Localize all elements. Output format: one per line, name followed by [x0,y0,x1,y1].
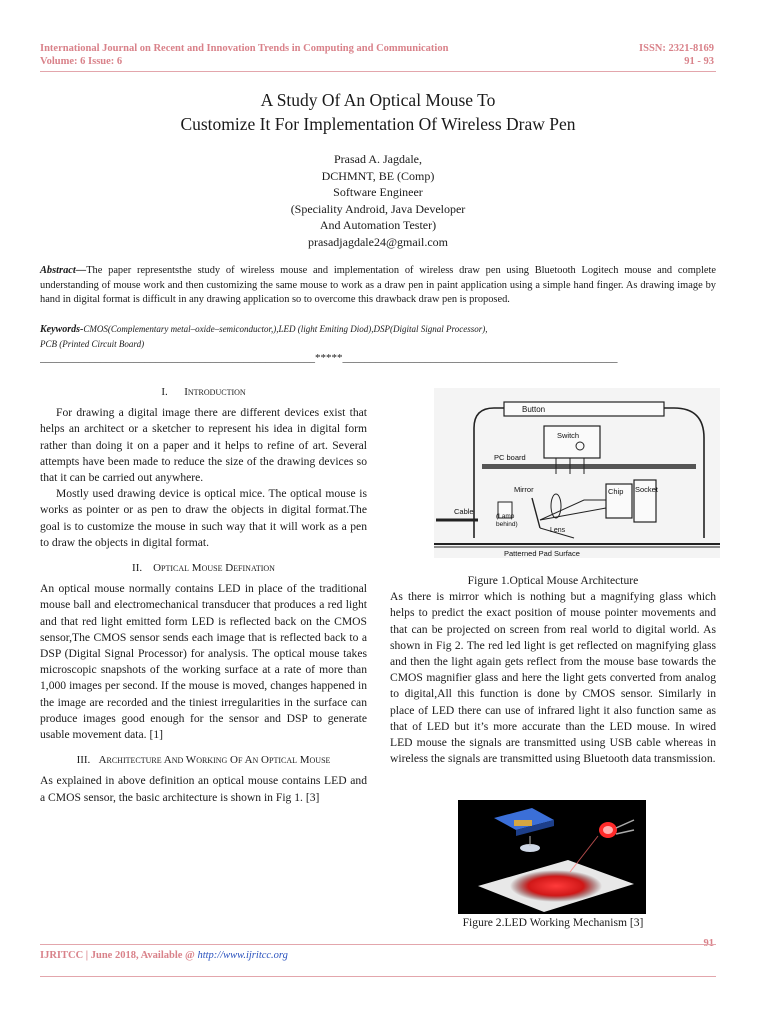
page-range: 91 - 93 [684,56,714,67]
right-column [390,573,716,767]
label-lamp-behind: behind) [496,521,518,528]
intro-paragraph-1: For drawing a digital image there are different devices exist that helps an architect or a sketcher to represent his idea in digital form rather than doing it on a paper and it helps to refine of art. Several attempts have been made to reduce the size of the drawing devices so that it can be carried out anywhere. [40,406,367,485]
label-socket: Socket [635,485,658,494]
figure-2-caption: Figure 2.LED Working Mechanism [3] [462,916,644,929]
footer-link[interactable]: http://www.ijritcc.org [197,950,288,961]
author-degree: DCHMNT, BE (Comp) [321,168,435,183]
abstract-text: The paper representsthe study of wireless mouse and implementation of wireless draw pen using Bluetooth Logitech mouse and complete understanding of mouse work and then customizing the same mouse to work as a draw pen in paint application using a simple hand finger. As drawing image by hand in digital format is difficult in any drawing application so to overcome this drawback draw pen is proposed. [40,265,716,305]
title-line-1: A Study Of An Optical Mouse To [260,90,496,110]
keywords-label: Keywords- [40,324,84,335]
keywords-line-1: CMOS(Complementary metal–oxide–semiconductor,),LED (light Emiting Diod),DSP(Digital Signal Processor), [83,324,488,334]
figure-1-caption: Figure 1.Optical Mouse Architecture [467,574,639,587]
definition-paragraph: An optical mouse normally contains LED in place of the traditional mouse ball and electromechanical transducer that produces a red light and that red light emitted form LED is reflected back on the CMOS sensor,The CMOS sensor sends each image that is reflected back to a DSP (Digital Signal Processor) for analysis. The optical mouse takes microscopic snapshots of the working surface at a rate of more than 1,000 images per second. If the mouse is moved, changes happened in the image are recorded and the tiniest irregularities in the surface can produce images good enough for the sensor and DSP to generate usable movement data. [1] [40,582,367,742]
label-mirror: Mirror [514,485,534,494]
right-paragraph: As there is mirror which is nothing but a magnifying glass which helps to predict the exact position of mouse pointer movements and that can be projected on screen from real world to digital world. As shown in Fig 2. The red led light is get reflected on magnifying glass and then the light again gets reflect from the mouse base towards the CMOS magnifier glass and here the light gets converted from analog to digital,All this function is done by CMOS sensor. Similarly in place of LED there can use of infrared light it also function same as that of LED but it’s more accurate than the LED mouse. In wired LED mouse the signals are transmitted using USB cable whereas in wireless the signals are transmitted using Bluetooth data transmission. [390,590,716,766]
label-chip: Chip [608,487,624,496]
author-role: Software Engineer [333,185,423,199]
section-separator: __________________________________________________*****__________________________________________________ [40,352,618,364]
keywords [40,322,716,351]
footer-text: IJRITCC | June 2018, Available @ [40,950,198,961]
author-name: Prasad A. Jagdale, [334,152,422,166]
label-switch: Switch [557,431,580,440]
figure-1-diagram [434,388,720,558]
author-specialty: (Speciality Android, Java Developer [290,201,466,216]
journal-name: International Journal on Recent and Innovation Trends in Computing and Communication [40,43,449,54]
label-lens: Lens [550,527,566,534]
author-specialty-cont: And Automation Tester) [319,218,437,232]
figure-2-image [458,800,646,914]
abstract-label: Abstract— [40,265,87,276]
journal-issn-block [639,42,714,68]
issn: ISSN: 2321-8169 [639,43,714,54]
label-cable: Cable [454,507,474,516]
author-block [40,151,716,250]
architecture-paragraph: As explained in above definition an optical mouse contains LED and a CMOS sensor, the basic architecture is shown in Fig 1. [3] [40,774,367,804]
paper-title [40,88,716,136]
page-number: 91 [703,938,714,949]
title-line-2: Customize It For Implementation Of Wireless Draw Pen [180,114,576,134]
footer-divider-top [40,944,716,945]
label-button: Button [522,405,546,414]
abstract [40,264,716,308]
author-email: prasadjagdale24@gmail.com [307,234,448,249]
label-lamp: (Lamp [496,513,515,520]
left-column [40,383,367,806]
keywords-line-2: PCB (Printed Circuit Board) [40,339,145,349]
footer [40,950,288,961]
label-pc-board: PC board [494,453,526,462]
journal-volume: Volume: 6 Issue: 6 [40,56,123,67]
footer-divider-bottom [40,976,716,977]
section-heading-definition: II. Optical Mouse Defination [132,562,275,575]
header-divider [40,71,716,72]
section-heading-introduction: I. Introduction [161,386,246,398]
label-surface: Patterned Pad Surface [504,549,580,558]
journal-header [40,42,560,68]
section-heading-architecture: III. Architecture And Working Of An Optical Mouse [76,754,331,767]
intro-paragraph-2: Mostly used drawing device is optical mice. The optical mouse is works as pointer or as pen to draw the objects in digital format.The goal is to customize the mouse in such way that it will work as a pen to draw the objects in digital format. [40,487,367,549]
